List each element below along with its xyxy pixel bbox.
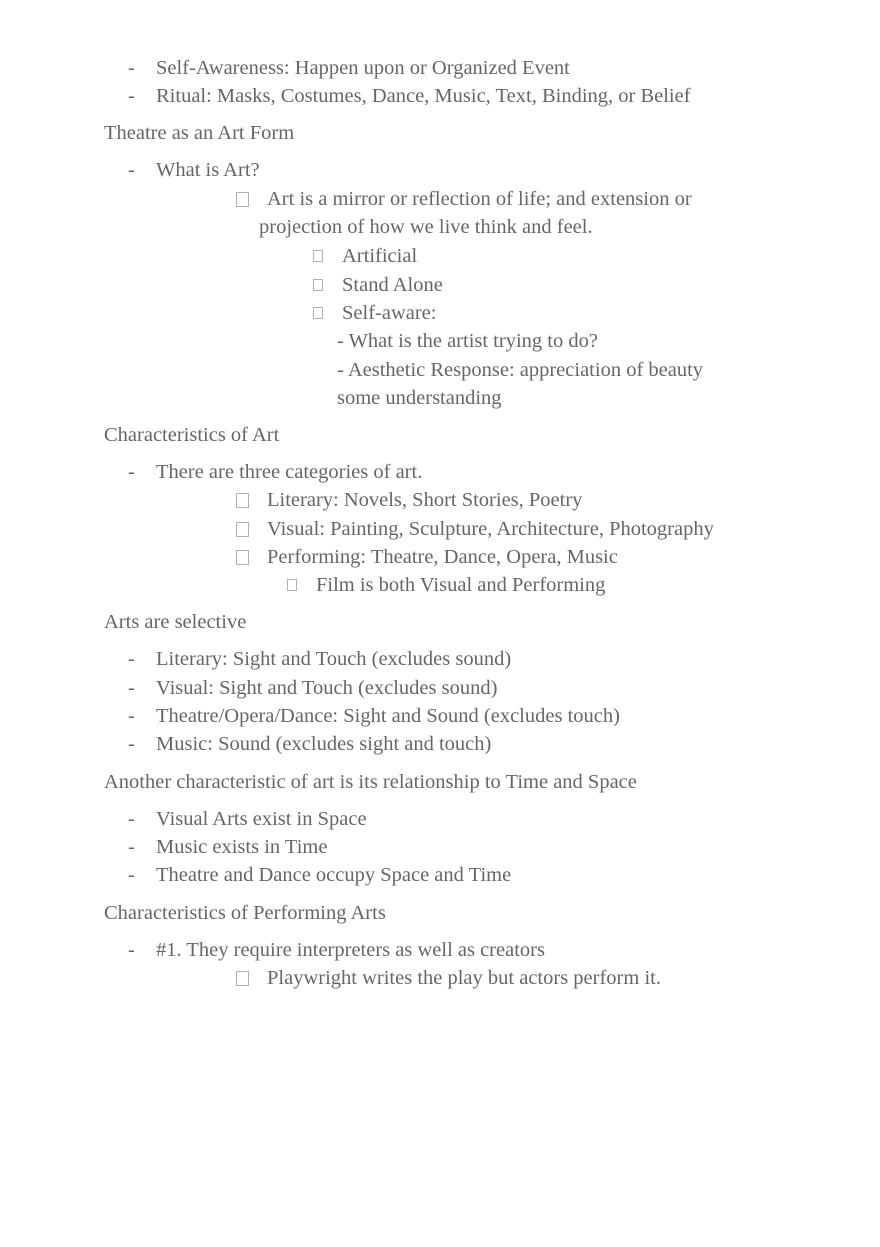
checkbox-bullet-icon [313,250,323,262]
list-item-sub: - What is the artist trying to do? [337,330,598,352]
checkbox-bullet-icon [236,493,249,508]
section-heading: Characteristics of Art [104,424,280,446]
list-item-continuation: projection of how we live think and feel. [259,216,593,238]
dash-bullet: - [128,808,135,830]
dash-bullet: - [128,85,135,107]
list-item: Self-aware: [342,302,437,324]
list-item: Art is a mirror or reflection of life; and extension or [267,188,692,210]
list-item: Artificial [342,245,418,267]
checkbox-bullet-icon [313,307,323,319]
dash-bullet: - [128,57,135,79]
section-heading: Another characteristic of art is its relationship to Time and Space [104,771,637,793]
checkbox-bullet-icon [236,971,249,986]
section-heading: Arts are selective [104,611,247,633]
dash-bullet: - [128,864,135,886]
list-item: Ritual: Masks, Costumes, Dance, Music, Text, Binding, or Belief [156,85,691,107]
list-item: There are three categories of art. [156,461,423,483]
dash-bullet: - [128,733,135,755]
list-item: Music: Sound (excludes sight and touch) [156,733,492,755]
list-item: Playwright writes the play but actors perform it. [267,967,661,989]
list-item: Literary: Novels, Short Stories, Poetry [267,489,583,511]
dash-bullet: - [128,836,135,858]
dash-bullet: - [128,705,135,727]
list-item: Stand Alone [342,274,443,296]
list-item: Visual: Sight and Touch (excludes sound) [156,677,498,699]
list-item: Music exists in Time [156,836,328,858]
list-item: Theatre/Opera/Dance: Sight and Sound (excludes touch) [156,705,620,727]
list-item: Performing: Theatre, Dance, Opera, Music [267,546,618,568]
list-item: Literary: Sight and Touch (excludes sound) [156,648,512,670]
checkbox-bullet-icon [236,192,249,207]
list-item: Self-Awareness: Happen upon or Organized Event [156,57,570,79]
dash-bullet: - [128,939,135,961]
list-item: Film is both Visual and Performing [316,574,606,596]
section-heading: Characteristics of Performing Arts [104,902,386,924]
list-item: #1. They require interpreters as well as creators [156,939,545,961]
list-item: Theatre and Dance occupy Space and Time [156,864,512,886]
dash-bullet: - [128,648,135,670]
list-item: Visual: Painting, Sculpture, Architecture, Photography [267,518,714,540]
dash-bullet: - [128,461,135,483]
list-item-sub: some understanding [337,387,502,409]
checkbox-bullet-icon [236,550,249,565]
checkbox-bullet-icon [313,279,323,291]
checkbox-bullet-icon [287,579,297,591]
list-item: What is Art? [156,159,260,181]
dash-bullet: - [128,159,135,181]
list-item-sub: - Aesthetic Response: appreciation of beauty [337,359,704,381]
list-item: Visual Arts exist in Space [156,808,367,830]
dash-bullet: - [128,677,135,699]
section-heading: Theatre as an Art Form [104,122,295,144]
checkbox-bullet-icon [236,522,249,537]
